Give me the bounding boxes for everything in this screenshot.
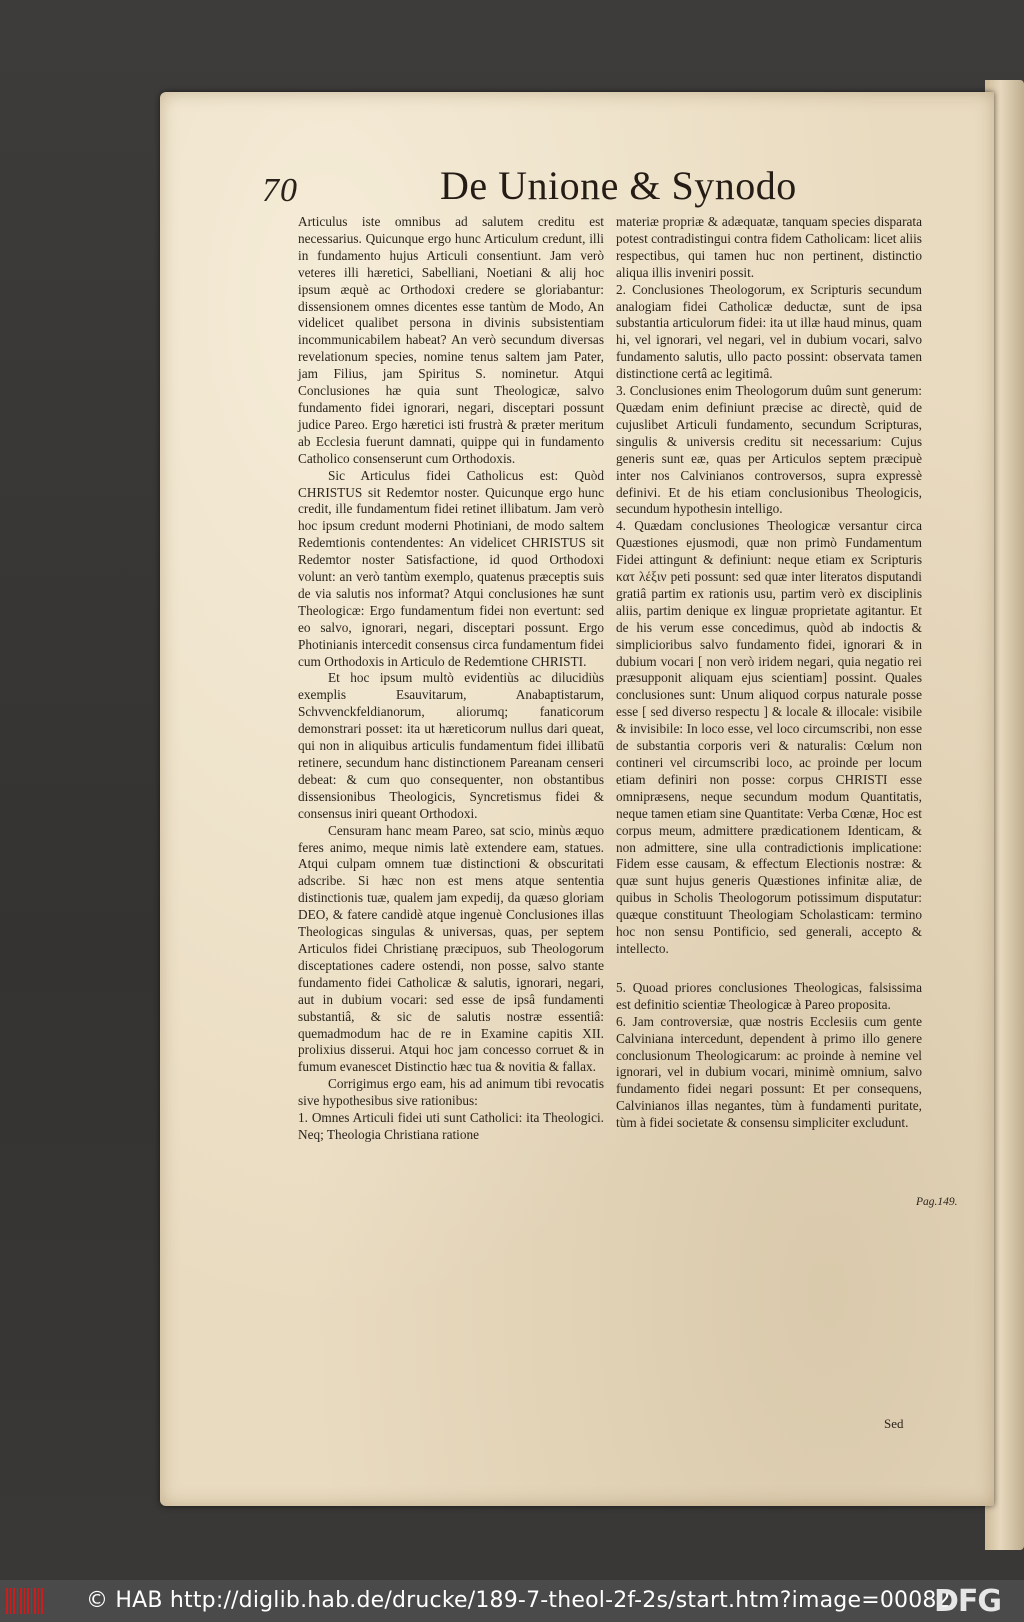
page-number: 70 [262, 172, 298, 209]
paragraph: Corrigimus ergo eam, his ad animum tibi revocatis sive hypothesibus sive rationibus: [298, 1076, 604, 1109]
dfg-logo: DFG [934, 1584, 1002, 1619]
left-text-column [298, 214, 604, 1144]
catchword: Sed [884, 1416, 904, 1431]
paragraph: Et hoc ipsum multò evidentiùs ac dilucidiùs exemplis Esauvitarum, Anabaptistarum, Schvvenckfeldianorum, aliorumq; fanaticorum demonstrari posset: ita ut hæreticorum nullus dari queat, qui non in aliquibus articulis fundamentum fidei illibatū retinere, secundum hanc distinctionem Pareanam censeri debeat: & cum quo consequenter, non obstantibus dissensionibus Theologicis, Syncretismus fidei & consensus iniri queant Orthodoxi. [298, 670, 604, 821]
paragraph: 3. Conclusiones enim Theologorum duûm sunt generum: Quædam enim definiunt præcise ac directè, quid de cujuslibet Articuli fundamento, secundum Scripturas, singulis & universis creditu sit necessarium: Cujus generis sunt eæ, quas per Articulos septem præcipuè inter nos Calvinianos controversos, supra expressè definivi. Et de his etiam conclusionibus Theologicis, secundum hypothesin intelligo. [616, 383, 922, 517]
paragraph: Articulus iste omnibus ad salutem creditu est necessarius. Quicunque ergo hunc Articulum credunt, illi in fundamento hujus Articuli consentiunt. Jam verò veteres illi hæretici, Sabelliani, Noetiani & alij hoc ipsum æquè ac Orthodoxi credere se gloriabantur: dissensionem omnes dicentes esse tantùm de Modo, An videlicet qualibet persona in divinis subsistentiam incommunicabilem habeat? An verò secundum diversas revelationum species, nomine tenus saltem jam Pater, jam Filius, jam Spiritus S. nominetur. Atqui Conclusiones hæ quia sunt Theologicæ, salvo fundamento fidei ignorari, negari, disceptari possunt judice Pareo. Ergo hæretici isti frustrà & præter meritum ab Ecclesia fuerunt damnati, quippe qui in fundamento Catholico consenserunt cum Orthodoxis. [298, 214, 604, 466]
paragraph: 5. Quoad priores conclusiones Theologicas, falsissima est definitio scientiæ Theologicæ à Pareo proposita. [616, 979, 922, 1012]
right-text-column [616, 214, 922, 1132]
footer-bar [0, 1580, 1024, 1622]
barcode-icon [6, 1588, 44, 1614]
paragraph: Censuram hanc meam Pareo, sat scio, minùs æquo feres animo, meque nimis latè extendere eam, statues. Atqui culpam omnem tuæ distinctioni & obscuritati adscribe. Si hæc non est mens atque sententia distinctionis tuæ, qualem jam expedij, da quæso gloriam DEO, & fatere candidè atque ingenuè Conclusiones illas Theologicas singulas & universas, quas, per septem Articulos fidei Christianę præcipuos, sub Theologorum disceptationes cadere ostendi, non posse, salvo stante fundamento fidei Catholicæ & salutis, ignorari, negari, aut in dubium vocari: sed esse de ipsâ fundamenti substantiâ, & sic de salutis nostræ essentiâ: quemadmodum hac de re in Examine capitis XII. prolixius disserui. Atqui hoc jam concesso corruet & in fumum evanescet Distinctio hæc tua & novitia & fallax. [298, 822, 604, 1075]
paragraph: 2. Conclusiones Theologorum, ex Scripturis secundum analogiam fidei Catholicæ deductæ, sunt de ipsa substantia articulorum fidei: ita ut illæ haud minus, quam hi, vel ignorari, vel negari, vel in dubium vocari, salvo fundamento salutis, ullo pacto possint: observata tamen distinctione certâ ac legitimâ. [616, 281, 922, 382]
running-title: De Unione & Synodo [440, 163, 797, 208]
paragraph: 6. Jam controversiæ, quæ nostris Ecclesiis cum gente Calviniana intercedunt, dependent à primo illo genere conclusionum Theologicarum: ac proinde à nemine vel ignorari, vel in dubium vocari, minimè omnium, salvo fundamento fidei negari possunt: Et per consequens, Calvinianos illas negantes, tùm à fundamenti puritate, tùm à fidei societate & consensu simpliciter excludunt. [616, 1013, 922, 1131]
paragraph: 1. Omnes Articuli fidei uti sunt Catholici: ita Theologici. Neq; Theologia Christiana ratione [298, 1110, 604, 1142]
margin-note: Pag.149. [916, 1196, 958, 1208]
footer-link[interactable]: © HAB http://diglib.hab.de/drucke/189-7-theol-2f-2s/start.htm?image=00082 [86, 1588, 951, 1613]
paragraph: Sic Articulus fidei Catholicus est: Quòd CHRISTUS sit Redemtor noster. Quicunque ergo hunc credit, ille fundamentum fidei retinet illibatum. Jam verò hoc ipsum credunt moderni Photiniani, de modo saltem Redemtionis contendentes: An videlicet CHRISTUS sit Redemtor noster Satisfactione, id quod Orthodoxi volunt: an verò tantùm exemplo, quatenus præceptis suis de via salutis nos informat? Atqui conclusiones hæ sunt Theologicæ: Ergo fundamentum fidei non evertunt: sed eo salvo, ignorari, negari, disceptari possunt. Ergo Photinianis intercedit consensus circa fundamentum fidei cum Orthodoxis in Articulo de Redemtione CHRISTI. [298, 467, 604, 669]
paragraph: materiæ propriæ & adæquatæ, tanquam species disparata potest contradistingui contra fidem Catholicam: licet aliis respectibus, qui tamen huc non pertinent, distinctio aliqua illis inveniri possit. [616, 214, 922, 280]
paragraph: 4. Quædam conclusiones Theologicæ versantur circa Quæstiones ejusmodi, quæ non primò Fundamentum Fidei attingunt & definiunt: neque etiam ex Scripturis κατ λέξιν peti possunt: sed quæ inter literatos disputandi gratiâ partim ex rationis usu, partim verò ex disciplinis aliis, partim denique ex linguæ proprietate agitantur. Et de his verum esse concedimus, quòd ab indoctis & simplicioribus salvo fundamento fidei, ignorari & in dubium vocari [ non verò iridem negari, quia negatio rei præsupponit aliquam ejus scientiam] possint. Quales conclusiones sunt: Unum aliquod corpus naturale posse esse [ sed diverso respectu ] & locale & illocale: visibile & invisibile: In loco esse, vel loco circumscribi, non esse de substantia corporis veri & naturalis: Cœlum non contineri vel circumscribi loco, ac proinde per locum etiam definiri non posse: corpus CHRISTI esse omnipræsens, neque secundum modum Quantitatis, neque tamen etiam sine Quantitate: Verba Cœnæ, Hoc est corpus meum, admittere prædicationem Identicam, & non admittere, sine ulla contradictionis implicatione: Fidem esse causam, & effectum Electionis nostræ: & quæ sunt hujus generis Quæstiones infinitæ aliæ, de quibus in Scholis Theologorum potissimum disputatur: quæque constituunt Theologiam Scholasticam: termino hoc non sensu Pontificio, sed generali, accepto & intellecto. [616, 518, 922, 956]
